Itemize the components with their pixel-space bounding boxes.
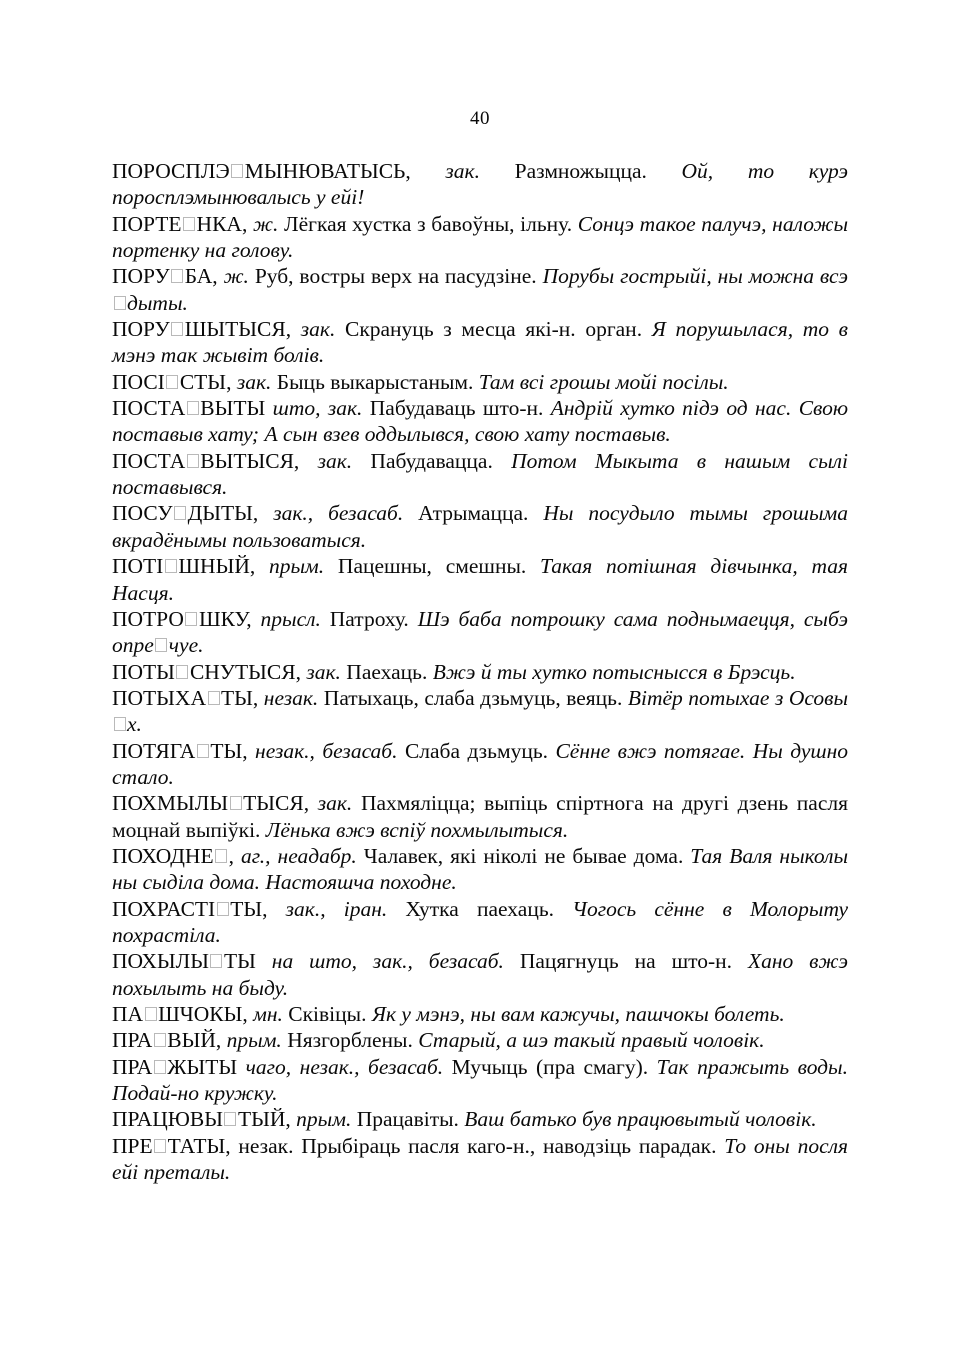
entry-italic-text: прым.: [226, 1028, 282, 1053]
entry-text: ,: [252, 685, 264, 710]
missing-glyph-box-icon: [176, 665, 188, 679]
missing-glyph-box-icon: [154, 1033, 166, 1047]
entry-text: ,: [285, 1107, 297, 1132]
dictionary-entry: [112, 948, 848, 1001]
entry-text: ,: [212, 264, 224, 289]
entry-italic-text: чаго, незак., безасаб.: [245, 1054, 444, 1079]
entry-italic-text: Ваш батько був працювытый чоловік.: [464, 1107, 817, 1132]
entry-headword: ПОХМЫЛЫ ТЫСЯ: [112, 791, 304, 816]
entry-headword: ПРАЦЮВЫ ТЫЙ: [112, 1107, 286, 1132]
missing-glyph-box-icon: [155, 638, 167, 652]
entry-text: Патыхаць, слаба дзьмуць, веяць.: [318, 685, 628, 710]
entry-text: ,: [262, 896, 286, 921]
entry-headword: ПОХРАСТІ ТЫ: [112, 896, 263, 921]
entry-headword: ПОТЫ СНУТЫСЯ: [112, 659, 296, 684]
entry-headword: ПОТІ ШНЫЙ: [112, 554, 250, 579]
missing-glyph-box-icon: [231, 164, 243, 178]
entry-headword: ПОТЯГА ТЫ: [112, 738, 243, 763]
entry-text: Руб, востры верх на пасудзіне.: [248, 264, 543, 289]
entry-text: Размножыцца.: [480, 159, 682, 183]
missing-glyph-box-icon: [224, 1112, 236, 1126]
entry-text: Пахмяліцца; выпіць спіртнога на другі дзень пасля моцнай выпіўкі.: [112, 791, 849, 842]
entry-italic-text: зак.: [300, 317, 336, 342]
entry-text: ,: [228, 843, 241, 868]
entry-headword: ПОРУ ШЫТЫСЯ: [112, 317, 286, 342]
entry-text: Хутка паехаць.: [387, 896, 573, 921]
dictionary-entry: [112, 659, 848, 685]
entry-headword: ПОСІ СТЫ: [112, 369, 227, 394]
missing-glyph-box-icon: [145, 1007, 157, 1021]
entry-text: Быць выкарыстаным.: [271, 369, 479, 394]
missing-glyph-box-icon: [114, 717, 126, 731]
missing-glyph-box-icon: [171, 269, 183, 283]
missing-glyph-box-icon: [230, 796, 242, 810]
entry-italic-text: Лёнька вжэ вспіў похмылытыся.: [265, 817, 569, 842]
entry-text: ,: [293, 448, 318, 473]
entry-headword: ПОТЫХА ТЫ: [112, 685, 253, 710]
entry-italic-text: Сонцэ такое палучэ, наложы портенку на голову.: [112, 211, 849, 263]
dictionary-entry: [112, 1027, 848, 1053]
entry-italic-text: што, зак.: [272, 396, 363, 421]
entry-text: Чалавек, які ніколі не бывае дома.: [356, 843, 691, 868]
missing-glyph-box-icon: [217, 902, 229, 916]
entry-text: ,: [246, 606, 261, 631]
entry-text: , незак. Прыбіраць пасля каго-н., наводзіць парадак.: [225, 1133, 725, 1158]
entry-italic-text: незак., безасаб.: [255, 738, 398, 763]
missing-glyph-box-icon: [154, 1060, 166, 1074]
entry-text: Слаба дзьмуць.: [397, 738, 556, 763]
entry-headword: ПА ШЧОКЫ: [112, 1002, 243, 1026]
dictionary-entry: [112, 738, 848, 791]
entry-text: ,: [285, 317, 301, 342]
entry-text: ,: [242, 738, 256, 763]
dictionary-entry: [112, 790, 848, 843]
entry-italic-text: Такая потішная дівчынка, тая Насця.: [112, 554, 848, 605]
entry-italic-text: Чогось сённе в Молорыту похрастіла.: [112, 896, 849, 947]
entry-text: ,: [252, 501, 274, 526]
entry-italic-text: Як у мэнэ, ны вам кажучы, пашчокы болеть.: [371, 1002, 785, 1026]
entry-headword: ПОСУ ДЫТЫ: [112, 501, 253, 526]
missing-glyph-box-icon: [183, 217, 195, 231]
entry-text: ,: [249, 554, 269, 579]
dictionary-entry: [112, 1106, 848, 1132]
entry-headword: ПОСТА ВЫТЫСЯ: [112, 448, 294, 473]
entry-text: ,: [242, 1002, 254, 1026]
entry-headword: ПРЕ ТАТЫ: [112, 1133, 226, 1158]
entry-italic-text: мн.: [253, 1002, 283, 1026]
missing-glyph-box-icon: [187, 454, 199, 468]
entries-list: [112, 158, 848, 1185]
entry-italic-text: зак., іран.: [285, 896, 388, 921]
entry-italic-text: Сённе вжэ потягае. Ны душно стало.: [112, 738, 849, 789]
entry-text: Сківіцы.: [282, 1002, 372, 1026]
dictionary-entry: [112, 448, 848, 501]
missing-glyph-box-icon: [166, 375, 178, 389]
entry-text: [256, 949, 272, 973]
dictionary-entry: [112, 211, 848, 264]
entry-text: Патроху.: [320, 606, 418, 631]
entry-italic-text: Ны посудыло тымы грошыма вкрадёнымы пользоватыся.: [112, 501, 848, 552]
entry-text: Пабудавацца.: [352, 448, 512, 473]
entry-text: ,: [226, 369, 237, 394]
dictionary-entry: [112, 606, 848, 659]
entry-italic-text: ж.: [223, 264, 249, 289]
entry-italic-text: Порубы гострыйі, ны можна всэдыты.: [112, 264, 848, 314]
entry-italic-text: прым.: [269, 554, 325, 579]
dictionary-entry: [112, 553, 848, 606]
entry-text: Скрануць з месца які-н. орган.: [335, 317, 652, 342]
entry-text: Пацешны, смешны.: [324, 554, 541, 579]
entry-headword: ПОХОДНЕ: [112, 844, 229, 868]
entry-headword: ПОРТЕ НКА: [112, 211, 242, 236]
entry-italic-text: незак.: [263, 685, 319, 710]
missing-glyph-box-icon: [185, 612, 197, 626]
entry-headword: ПОРОСПЛЭ МЫНЮВАТЫСЬ: [112, 159, 406, 183]
entry-italic-text: зак.: [317, 448, 353, 473]
entry-italic-text: зак., безасаб.: [273, 501, 404, 526]
entry-headword: ПОСТА ВЫТЫ: [112, 396, 266, 421]
dictionary-entry: [112, 1054, 848, 1107]
entry-text: Паехаць.: [340, 659, 433, 684]
entry-text: ,: [303, 791, 318, 816]
missing-glyph-box-icon: [171, 322, 183, 336]
entry-headword: ПОТРО ШКУ: [112, 606, 247, 631]
dictionary-entry: [112, 896, 848, 949]
entry-italic-text: прысл.: [260, 606, 321, 631]
entry-italic-text: Андрій хутко підэ од нас. Свою поставыв хату; А сын взев оддылывся, свою хату поставыв.: [112, 396, 849, 447]
entry-text: ,: [241, 211, 253, 236]
missing-glyph-box-icon: [210, 954, 222, 968]
missing-glyph-box-icon: [114, 296, 126, 310]
missing-glyph-box-icon: [174, 506, 186, 520]
entry-italic-text: ж.: [252, 211, 279, 236]
entry-text: Нязгорблены.: [281, 1028, 419, 1053]
entry-headword: ПОХЫЛЫ ТЫ: [112, 949, 256, 974]
entry-italic-text: Так пражыть воды. Подай-но кружку.: [112, 1054, 848, 1106]
entry-text: [265, 396, 272, 420]
missing-glyph-box-icon: [215, 849, 227, 863]
entry-italic-text: зак.: [317, 791, 353, 816]
entry-headword: ПРА ЖЫТЫ: [112, 1054, 238, 1079]
entry-italic-text: Старый, а шэ такый правый чоловік.: [418, 1028, 765, 1053]
entry-italic-text: Там всі грошы мойі посілы.: [478, 369, 729, 394]
dictionary-entry: [112, 500, 848, 553]
entry-text: Атрымацца.: [403, 501, 544, 526]
missing-glyph-box-icon: [197, 744, 209, 758]
dictionary-entry: [112, 263, 848, 316]
entry-italic-text: Потом Мыкыта в нашым сылі поставывся.: [112, 448, 849, 500]
missing-glyph-box-icon: [187, 401, 199, 415]
entry-text: Працавіты.: [351, 1107, 465, 1132]
entry-italic-text: Ой, то курэ поросплэмынювалысь у ейі!: [112, 159, 848, 210]
entry-italic-text: зак.: [236, 369, 272, 394]
dictionary-entry: [112, 1001, 848, 1027]
missing-glyph-box-icon: [154, 1139, 166, 1153]
entry-text: Пацягнуць на што-н.: [503, 949, 748, 974]
entry-italic-text: Хано вжэ похылыть на быду.: [112, 949, 848, 1000]
missing-glyph-box-icon: [165, 559, 177, 573]
dictionary-entry: [112, 843, 848, 896]
dictionary-entry: [112, 395, 848, 448]
entry-italic-text: Вітёр потыхае з Осовых.: [112, 686, 848, 736]
dictionary-entry: [112, 316, 848, 369]
entry-headword: ПОРУ БА: [112, 264, 213, 289]
entry-text: ,: [295, 659, 307, 684]
entry-italic-text: Шэ баба потрошку сама поднымаецця, сыбэ опре чуе.: [112, 606, 849, 658]
entry-italic-text: зак.: [306, 659, 341, 684]
entry-headword: ПРА ВЫЙ: [112, 1028, 216, 1053]
entry-text: ,: [405, 159, 446, 183]
entry-text: Мучыць (пра смагу).: [443, 1054, 657, 1079]
dictionary-entry: [112, 1133, 848, 1186]
missing-glyph-box-icon: [208, 691, 220, 705]
entry-text: [237, 1055, 245, 1079]
entry-italic-text: на што, зак., безасаб.: [271, 949, 504, 974]
entry-italic-text: То оны посля ейі преталы.: [112, 1133, 848, 1185]
entry-italic-text: прым.: [296, 1107, 352, 1132]
entry-text: ,: [215, 1028, 227, 1053]
entry-italic-text: Вжэ й ты хутко потыснысся в Брэсць.: [432, 659, 796, 684]
entry-italic-text: зак.: [445, 159, 480, 183]
page-number: 40: [470, 108, 490, 129]
entry-italic-text: Я порушылася, то в мэнэ так жывіт болів.: [112, 317, 848, 368]
dictionary-entry: [112, 685, 848, 738]
dictionary-entry: [112, 158, 848, 211]
entry-text: Пабудаваць што-н.: [362, 396, 551, 421]
entry-italic-text: Тая Валя ныколы ны сыділа дома. Настояшча походне.: [112, 843, 849, 895]
dictionary-entry: [112, 369, 848, 395]
entry-italic-text: аг., неадабр.: [240, 843, 357, 868]
entry-text: Лёгкая хустка з бавоўны, ільну.: [278, 211, 578, 236]
